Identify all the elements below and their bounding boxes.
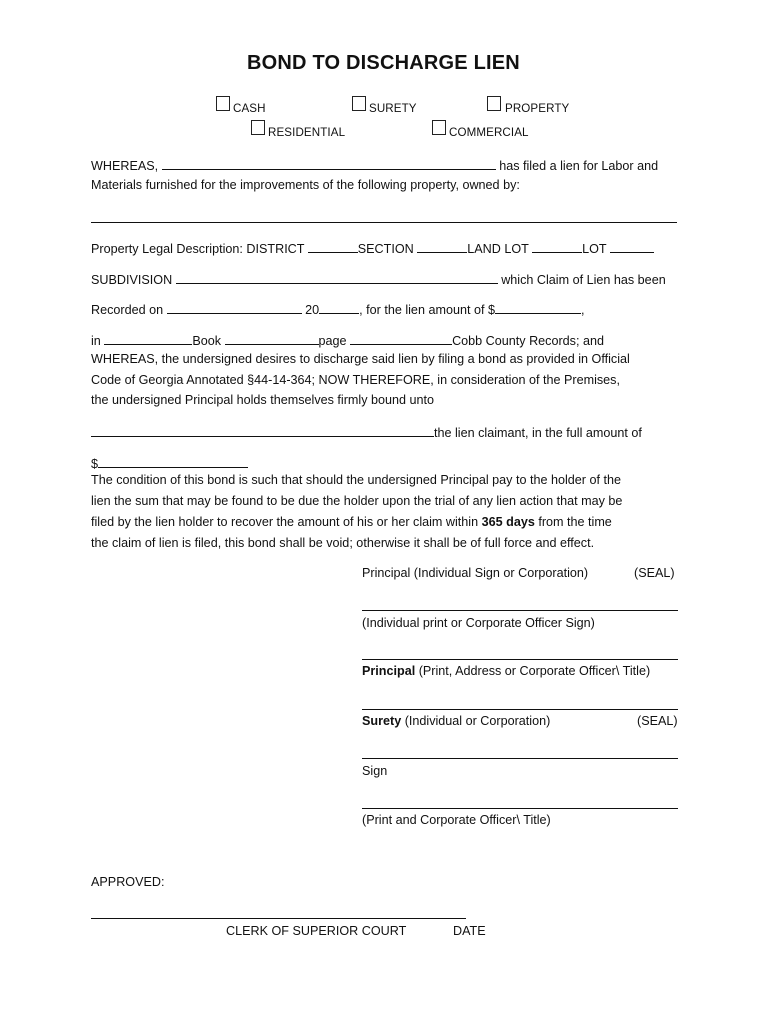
whereas2-line1: WHEREAS, the undersigned desires to discharge said lien by filing a bond as provided in Official [91, 352, 630, 366]
principal-print-label [362, 664, 650, 679]
claimant-suffix: the lien claimant, in the full amount of [434, 426, 642, 440]
clerk-label: CLERK OF SUPERIOR COURT [226, 924, 407, 938]
page-field[interactable] [350, 332, 452, 345]
property-checkbox[interactable] [487, 96, 501, 111]
surety-line[interactable] [362, 709, 678, 710]
materials-line: Materials furnished for the improvements of the following property, owned by: [91, 178, 520, 192]
whereas-line [91, 157, 658, 174]
lot-field[interactable] [610, 240, 654, 253]
section-label: SECTION [357, 242, 414, 256]
officer-print-line[interactable] [362, 808, 678, 809]
principal-bold: Principal [362, 664, 416, 678]
commercial-label: COMMERCIAL [449, 126, 529, 139]
individual-print-label: (Individual print or Corporate Officer Sign) [362, 616, 595, 630]
lienor-name-field[interactable] [162, 157, 496, 170]
bond-amount-line [91, 455, 248, 472]
lien-claimant-field[interactable] [91, 424, 434, 437]
section-field[interactable] [417, 240, 467, 253]
surety-sign-line[interactable] [362, 758, 678, 759]
owner-name-field[interactable] [91, 222, 677, 223]
surety-label: SURETY [369, 102, 417, 115]
clerk-signature-line[interactable] [91, 918, 466, 919]
residential-label: RESIDENTIAL [268, 126, 346, 139]
year-field[interactable] [319, 301, 359, 314]
condition-line1: The condition of this bond is such that should the undersigned Principal pay to the holder of the [91, 473, 621, 487]
commercial-checkbox[interactable] [432, 120, 446, 135]
page-label: page [318, 334, 347, 348]
property-label: PROPERTY [505, 102, 570, 115]
cash-label: CASH [233, 102, 266, 115]
condition-line3 [91, 515, 612, 530]
book-field[interactable] [225, 332, 319, 345]
district-field[interactable] [308, 240, 358, 253]
condition-line2: lien the sum that may be found to be due the holder upon the trial of any lien action that may be [91, 494, 623, 508]
recorded-line [91, 301, 584, 318]
seal-label-1: (SEAL) [634, 566, 675, 580]
land-lot-label: LAND LOT [467, 242, 529, 256]
in-label: in [91, 334, 101, 348]
lot-label: LOT [582, 242, 607, 256]
lien-amount-field[interactable] [495, 301, 581, 314]
district-label: DISTRICT [246, 242, 305, 256]
surety-label [362, 714, 550, 729]
print-officer-label: (Print and Corporate Officer\ Title) [362, 813, 551, 827]
book-page-line [91, 332, 604, 349]
whereas-prefix: WHEREAS, [91, 159, 159, 173]
condition-line4: the claim of lien is filed, this bond shall be void; otherwise it shall be of full force and effect. [91, 536, 595, 550]
recorded-date-field[interactable] [167, 301, 302, 314]
land-lot-field[interactable] [532, 240, 582, 253]
whereas-suffix: has filed a lien for Labor and [499, 159, 659, 173]
subdivision-field[interactable] [176, 271, 498, 284]
sign-label: Sign [362, 764, 388, 778]
whereas2-line2: Code of Georgia Annotated §44-14-364; NOW THEREFORE, in consideration of the Premises, [91, 373, 620, 387]
legal-label: Property Legal Description: [91, 242, 243, 256]
claimant-line [91, 424, 642, 441]
legal-description-line [91, 240, 654, 257]
principal-sign-label: Principal (Individual Sign or Corporation) [362, 566, 589, 580]
days-emphasis: 365 days [481, 515, 535, 529]
records-label: Cobb County Records; and [452, 334, 604, 348]
principal-signature-line[interactable] [362, 610, 678, 611]
surety-bold: Surety [362, 714, 402, 728]
recorded-label: Recorded on [91, 303, 164, 317]
bond-amount-field[interactable] [98, 455, 248, 468]
approved-label: APPROVED: [91, 875, 165, 889]
county-field[interactable] [104, 332, 192, 345]
surety-rest: (Individual or Corporation) [404, 714, 551, 728]
principal-rest: (Print, Address or Corporate Officer\ Title) [418, 664, 651, 678]
seal-label-2: (SEAL) [637, 714, 678, 728]
cash-checkbox[interactable] [216, 96, 230, 111]
condition-line3-pre: filed by the lien holder to recover the amount of his or her claim within [91, 515, 479, 529]
whereas2-line3: the undersigned Principal holds themselves firmly bound unto [91, 393, 435, 407]
lien-amount-label: , for the lien amount of $ [359, 303, 495, 317]
year-prefix: 20 [305, 303, 320, 317]
book-label: Book [192, 334, 222, 348]
subdivision-line [91, 271, 666, 288]
surety-checkbox[interactable] [352, 96, 366, 111]
dollar-sign: $ [91, 457, 99, 471]
residential-checkbox[interactable] [251, 120, 265, 135]
principal-print-line[interactable] [362, 659, 678, 660]
recorded-comma: , [580, 303, 585, 317]
subdivision-label: SUBDIVISION [91, 273, 173, 287]
document-title: BOND TO DISCHARGE LIEN [247, 52, 520, 74]
date-label: DATE [453, 924, 486, 938]
subdivision-suffix: which Claim of Lien has been [501, 273, 666, 287]
condition-line3-post: from the time [538, 515, 612, 529]
